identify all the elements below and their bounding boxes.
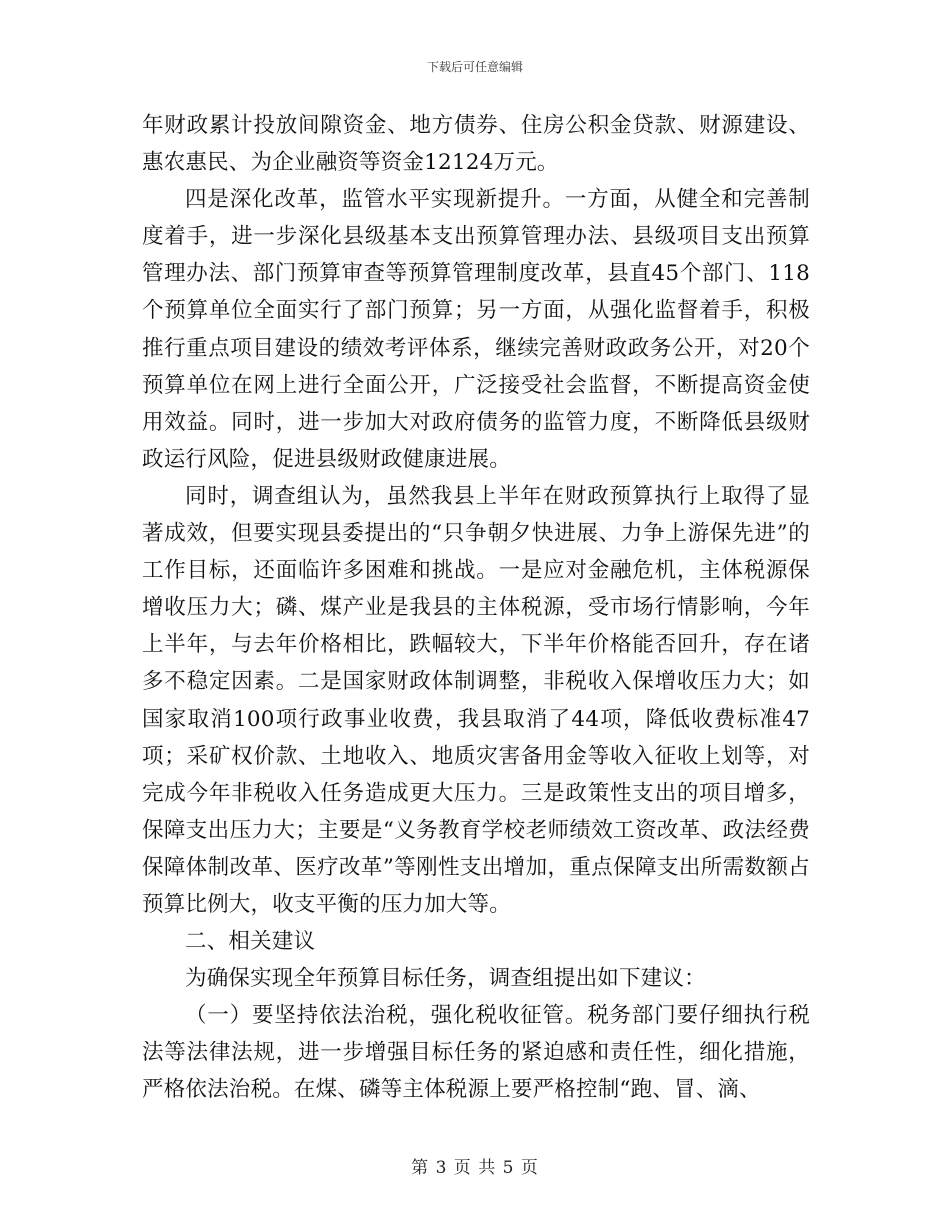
paragraph-continuation: 年财政累计投放间隙资金、地方债券、住房公积金贷款、财源建设、惠农惠民、为企业融资等资金12124万元。 xyxy=(142,113,810,176)
header-note: 下载后可任意编辑 xyxy=(426,60,523,74)
page-number: 第 3 页 共 5 页 xyxy=(411,1158,539,1178)
paragraph-challenges: 同时，调查组认为，虽然我县上半年在财政预算执行上取得了显著成效，但要实现县委提出的“只争朝夕快进展、力争上游保先进”的工作目标，还面临许多困难和挑战。一是应对金融危机，主体税源保增收压力大；磷、煤产业是我县的主体税源，受市场行情影响，今年上半年，与去年价格相比，跌幅较大，下半年价格能否回升，存在诸多不稳定因素。二是国家财政体制调整，非税收入保增收压力大；如国家取消100项行政事业收费，我县取消了44项，降低收费标准47项；采矿权价款、土地收入、地质灾害备用金等收入征收上划等，对完成今年非税收入任务造成更大压力。三是政策性支出的项目增多，保障支出压力大；主要是“义务教育学校老师绩效工资改革、政法经费保障体制改革、医疗改革”等刚性支出增加，重点保障支出所需数额占预算比例大，收支平衡的压力加大等。 xyxy=(142,483,810,917)
section-heading: 二、相关建议 xyxy=(185,929,316,955)
paragraph-suggestion-1: （一）要坚持依法治税，强化税收征管。税务部门要仔细执行税法等法律法规，进一步增强目标任务的紧迫感和责任性，细化措施，严格依法治税。在煤、磷等主体税源上要严格控制“跑、冒、滴、 xyxy=(142,1003,810,1103)
document-body xyxy=(142,107,810,1109)
paragraph-reform: 四是深化改革，监管水平实现新提升。一方面，从健全和完善制度着手，进一步深化县级基本支出预算管理办法、县级项目支出预算管理办法、部门预算审查等预算管理制度改革，县直45个部门、118个预算单位全面实行了部门预算；另一方面，从强化监督着手，积极推行重点项目建设的绩效考评体系，继续完善财政政务公开，对20个预算单位在网上进行全面公开，广泛接受社会监督，不断提高资金使用效益。同时，进一步加大对政府债务的监管力度，不断降低县级财政运行风险，促进县级财政健康进展。 xyxy=(142,187,810,472)
paragraph-intro-suggestions: 为确保实现全年预算目标任务，调查组提出如下建议： xyxy=(185,966,706,992)
